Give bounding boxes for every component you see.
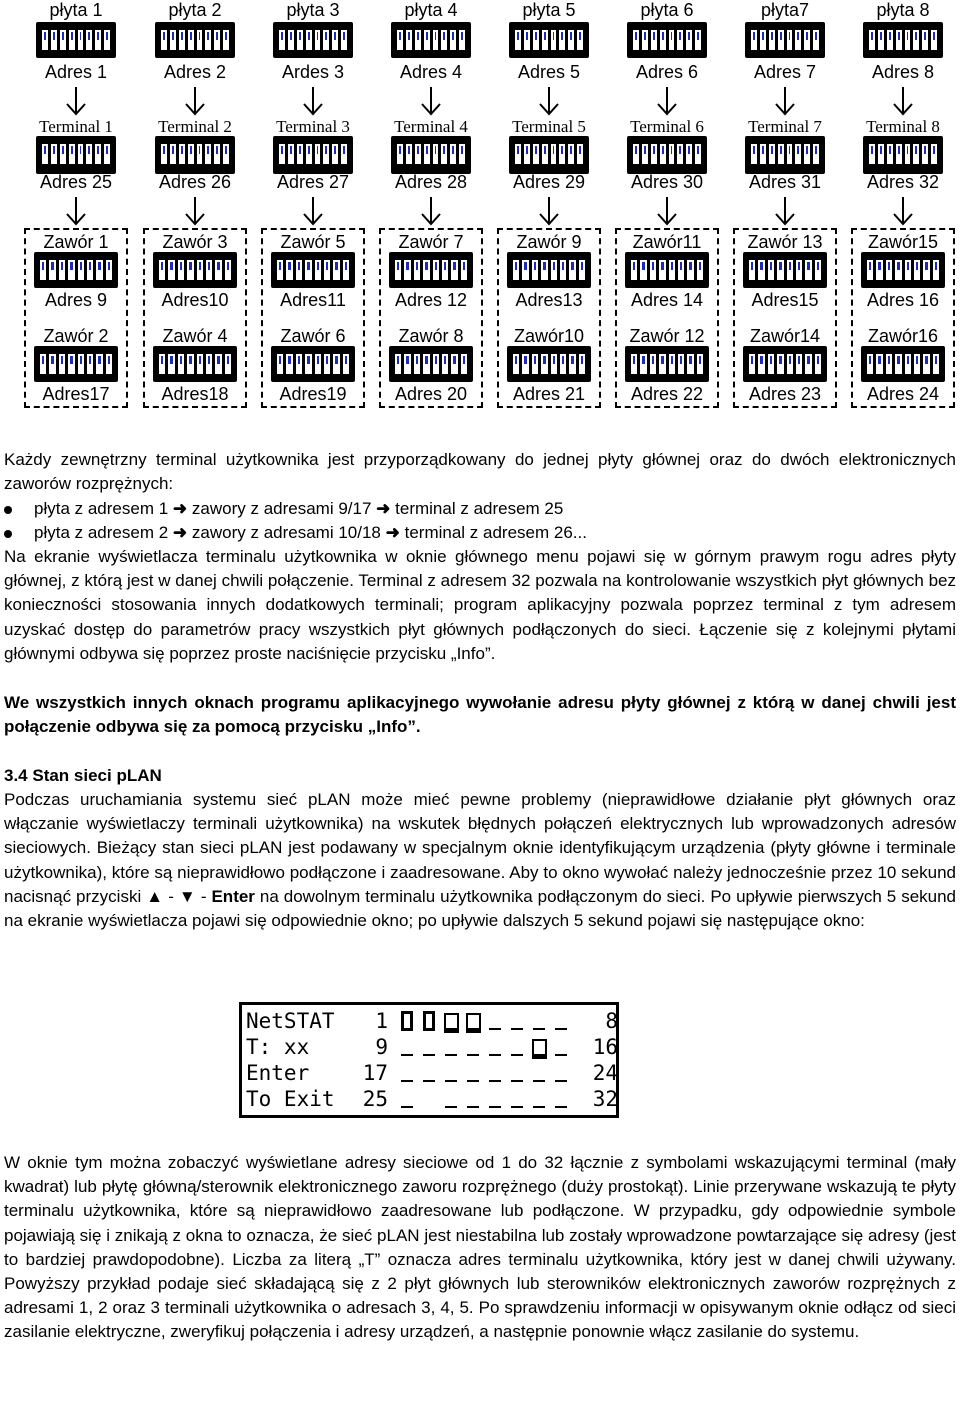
valve-device	[271, 346, 355, 382]
board-label: płyta 5	[522, 0, 576, 20]
dip-switch	[515, 144, 583, 164]
lcd-range-start: 25	[362, 1087, 388, 1111]
valve-device	[271, 252, 355, 288]
lcd-range-start: 17	[362, 1061, 388, 1085]
paragraph-plan-status: Podczas uruchamiania systemu sieć pLAN może mieć pewne problemy (nieprawidłowe działanie płyt głównych oraz włączanie wyświetlaczy terminali użytkownika) na wskutek błędnych połączeń elektrycznych lub wprowadzonych adresów sieciowych. Bieżący stan sieci pLAN jest podawany w specjalnym oknie identyfikującym urządzenia (płyty główne i terminale użytkownika), które są nieprawidłowo podłączone i zaadresowane. Aby to okno wywołać należy jednocześnie przez 10 sekund nacisnąć przyciski ▲ - ▼ - Enter na dowolnym terminalu użytkownika podłączonym do sieci. Po upływie pierwszych 5 sekund na ekranie wyświetlacza pojawi się odpowiednie okno; po upływie dalszych 5 sekund pojawi się następujące okno:	[4, 790, 957, 931]
dip-switch	[631, 260, 703, 280]
empty-address-dash	[508, 1009, 526, 1034]
empty-address-dash	[530, 1009, 548, 1034]
board-label: płyta 1	[49, 0, 103, 20]
main-board-symbol-icon	[420, 1009, 438, 1034]
lcd-range-end: 16	[592, 1035, 618, 1059]
terminal-label: Terminal 5	[512, 117, 586, 136]
main-board-device	[509, 22, 589, 58]
terminal-device	[155, 136, 235, 174]
dip-switch	[279, 30, 347, 50]
arrow-down-icon	[887, 196, 919, 226]
board-label: płyta 3	[286, 0, 340, 20]
board-address: Adres 5	[517, 62, 581, 82]
valve-group	[497, 228, 601, 408]
valve-label: Zawór 6	[280, 326, 346, 346]
dip-switch	[397, 30, 465, 50]
terminal-symbol-icon	[530, 1035, 548, 1060]
lcd-row-label: T: xx	[246, 1035, 310, 1059]
empty-address-dash	[530, 1061, 548, 1086]
arrow-right-icon: ➜	[385, 523, 400, 542]
empty-address-dash	[486, 1009, 504, 1034]
terminal-symbol-icon	[442, 1009, 460, 1034]
terminal-address: Adres 29	[512, 172, 586, 192]
valve-address: Adres 22	[630, 384, 704, 404]
dip-switch	[633, 30, 701, 50]
valve-label: Zawór 1	[43, 232, 109, 252]
arrow-down-icon	[415, 86, 447, 116]
valve-label: Zawór 9	[516, 232, 582, 252]
bold-note: We wszystkich innych oknach programu aplikacyjnego wywołanie adresu płyty głównej z którą w danej chwili jest połączenie odbywa się za pomocą przycisku „Info”.	[4, 693, 956, 737]
terminal-device	[863, 136, 943, 174]
main-board-device	[627, 22, 707, 58]
valve-label: Zawór14	[749, 326, 821, 346]
dip-switch	[40, 354, 112, 374]
valve-address: Adres 9	[44, 290, 108, 310]
valve-address: Adres10	[161, 290, 229, 310]
arrow-right-icon: ➜	[172, 499, 188, 518]
arrow-down-icon	[651, 196, 683, 226]
valve-address: Adres 21	[512, 384, 586, 404]
lcd-address-cells	[398, 1035, 578, 1060]
dip-switch	[277, 260, 349, 280]
dip-switch	[161, 144, 229, 164]
paragraph-info-button: Na ekranie wyświetlacza terminalu użytkownika w oknie głównego menu pojawi się w górnym prawym rogu adres płyty głównej, z którą jest w danej chwili połączenie. Terminal z adresem 32 pozwala na kontrolowanie wszystkich płyt głównych bez konieczności stosowania innych dodatkowych terminali; program aplikacyjny pozwala poprzez terminal z tym adresem uzyskać dostęp do parametrów pracy wszystkich płyt głównych podłączonych do sieci. Łączenie się z kolejnymi płytami głównymi odbywa się poprzez proste naciśnięcie przycisku „Info”.	[4, 547, 956, 663]
board-address: Adres 4	[399, 62, 463, 82]
lcd-row-label: To Exit	[246, 1087, 335, 1111]
dip-switch	[161, 30, 229, 50]
lcd-address-cells	[398, 1061, 578, 1086]
valve-group	[851, 228, 955, 408]
dip-switch	[869, 30, 937, 50]
valve-group	[261, 228, 365, 408]
empty-address-dash	[464, 1035, 482, 1060]
lcd-range-end: 8	[605, 1009, 618, 1033]
dip-switch	[631, 354, 703, 374]
board-label: płyta 2	[168, 0, 222, 20]
section-heading: 3.4 Stan sieci pLAN	[4, 766, 162, 785]
valve-group	[379, 228, 483, 408]
terminal-label: Terminal 3	[276, 117, 350, 136]
arrow-down-icon	[297, 86, 329, 116]
enter-key: Enter	[211, 886, 255, 906]
network-diagram	[0, 0, 960, 420]
lcd-range-end: 24	[592, 1061, 618, 1085]
valve-device	[153, 346, 237, 382]
valve-device	[861, 252, 945, 288]
valve-address: Adres 12	[394, 290, 468, 310]
empty-address-dash	[398, 1035, 416, 1060]
valve-address: Adres11	[280, 290, 346, 310]
valve-address: Adres19	[279, 384, 347, 404]
terminal-label: Terminal 2	[158, 117, 232, 136]
terminal-address: Adres 32	[866, 172, 940, 192]
empty-address-dash	[442, 1035, 460, 1060]
dip-switch	[159, 260, 231, 280]
board-address: Adres 1	[44, 62, 108, 82]
dip-switch	[751, 144, 819, 164]
valve-label: Zawór 12	[629, 326, 705, 346]
valve-device	[389, 252, 473, 288]
valve-address: Adres 20	[394, 384, 468, 404]
dip-switch	[749, 260, 821, 280]
lcd-range-end: 32	[592, 1087, 618, 1111]
empty-address-dash	[552, 1035, 570, 1060]
dip-switch	[513, 354, 585, 374]
arrow-down-key-icon: ▼	[178, 886, 196, 906]
valve-label: Zawór 13	[747, 232, 823, 252]
terminal-address: Adres 25	[39, 172, 113, 192]
dip-switch	[42, 30, 110, 50]
dip-switch	[395, 354, 467, 374]
arrow-down-icon	[179, 86, 211, 116]
empty-address-dash	[464, 1087, 482, 1112]
valve-label: Zawór 3	[162, 232, 228, 252]
arrow-right-icon: ➜	[376, 499, 391, 518]
diagram-column	[373, 0, 489, 420]
terminal-device	[36, 136, 116, 174]
valve-address: Adres 14	[630, 290, 704, 310]
bullet-dot-icon	[4, 506, 12, 514]
lcd-row-label: Enter	[246, 1061, 310, 1085]
valve-label: Zawór11	[632, 232, 702, 252]
board-address: Adres 7	[753, 62, 817, 82]
empty-address-dash	[420, 1035, 438, 1060]
dip-switch	[40, 260, 112, 280]
lcd-address-cells	[398, 1009, 578, 1034]
arrow-right-icon: ➜	[172, 523, 188, 542]
board-address: Ardes 3	[281, 62, 345, 82]
main-board-device	[273, 22, 353, 58]
empty-address-dash	[486, 1061, 504, 1086]
arrow-down-icon	[297, 196, 329, 226]
valve-device	[389, 346, 473, 382]
empty-address-dash	[552, 1061, 570, 1086]
main-board-device	[391, 22, 471, 58]
main-board-device	[36, 22, 116, 58]
terminal-label: Terminal 8	[866, 117, 940, 136]
main-board-symbol-icon	[398, 1009, 416, 1034]
terminal-address: Adres 28	[394, 172, 468, 192]
valve-device	[153, 252, 237, 288]
valve-address: Adres 24	[866, 384, 940, 404]
terminal-device	[745, 136, 825, 174]
board-label: płyta7	[760, 0, 810, 20]
dip-switch	[633, 144, 701, 164]
lcd-range-start: 9	[375, 1035, 388, 1059]
lcd-row	[246, 1061, 618, 1086]
empty-address-dash	[552, 1009, 570, 1034]
arrow-down-icon	[60, 86, 92, 116]
valve-device	[507, 252, 591, 288]
diagram-column	[18, 0, 134, 420]
empty-address-dash	[486, 1035, 504, 1060]
bullet-item-1: płyta z adresem 1 ➜ zawory z adresami 9/17 ➜ terminal z adresem 25	[4, 497, 563, 521]
arrow-down-icon	[769, 196, 801, 226]
valve-label: Zawór 5	[280, 232, 346, 252]
board-address: Adres 8	[871, 62, 935, 82]
valve-device	[507, 346, 591, 382]
empty-address-dash	[398, 1061, 416, 1086]
dip-switch	[867, 260, 939, 280]
valve-label: Zawór16	[867, 326, 939, 346]
blank-cell	[420, 1087, 438, 1112]
terminal-device	[273, 136, 353, 174]
terminal-device	[391, 136, 471, 174]
valve-group	[615, 228, 719, 408]
lcd-address-cells	[398, 1087, 578, 1112]
lcd-row	[246, 1009, 618, 1034]
dip-switch	[395, 260, 467, 280]
arrow-down-icon	[533, 86, 565, 116]
intro-paragraph: Każdy zewnętrzny terminal użytkownika jest przyporządkowany do jednej płyty głównej oraz do dwóch elektronicznych zaworów rozprężnych:	[4, 450, 956, 494]
valve-address: Adres17	[42, 384, 110, 404]
empty-address-dash	[530, 1087, 548, 1112]
empty-address-dash	[508, 1061, 526, 1086]
terminal-label: Terminal 7	[748, 117, 822, 136]
terminal-address: Adres 30	[630, 172, 704, 192]
valve-device	[861, 346, 945, 382]
valve-label: Zawór 2	[43, 326, 109, 346]
terminal-address: Adres 26	[158, 172, 232, 192]
arrow-down-icon	[651, 86, 683, 116]
empty-address-dash	[552, 1087, 570, 1112]
dip-switch	[279, 144, 347, 164]
arrow-down-icon	[769, 86, 801, 116]
bullet-item-2: płyta z adresem 2 ➜ zawory z adresami 10/18 ➜ terminal z adresem 26...	[4, 521, 587, 545]
arrow-down-icon	[415, 196, 447, 226]
empty-address-dash	[508, 1035, 526, 1060]
lcd-row-label: NetSTAT	[246, 1009, 335, 1033]
empty-address-dash	[508, 1087, 526, 1112]
lcd-row	[246, 1087, 618, 1112]
arrow-down-icon	[533, 196, 565, 226]
diagram-column	[491, 0, 607, 420]
valve-device	[625, 252, 709, 288]
main-board-device	[863, 22, 943, 58]
dip-switch	[513, 260, 585, 280]
terminal-label: Terminal 4	[394, 117, 468, 136]
diagram-column	[727, 0, 843, 420]
main-board-device	[155, 22, 235, 58]
terminal-label: Terminal 6	[630, 117, 704, 136]
dip-switch	[869, 144, 937, 164]
paragraph-lcd-description: W oknie tym można zobaczyć wyświetlane adresy sieciowe od 1 do 32 łącznie z symbolami wskazującymi terminal (mały kwadrat) lub płytę główną/sterownik elektronicznego zaworu rozprężnego (duży prostokąt). Linie przerywane wskazują te płyty terminalu użytkownika, które są nieprawidłowo zaadresowane lub podłączone. W przypadku, gdy odpowiednie symbole pojawiają się i znikają z okna to oznacza, że sieć pLAN jest niestabilna lub zostały wprowadzone powtarzające się adresy (jest to bardziej prawdopodobne). Liczba za literą „T” oznacza adres terminalu użytkownika, który jest w danej chwili używany. Powyższy przykład podaje sieć składającą się z 2 płyt głównych lub sterowników elektronicznych zaworów rozprężnych z adresami 1, 2 oraz 3 terminali użytkownika o adresach 3, 4, 5. Po sprawdzeniu informacji w opisywanym oknie odłącz od sieci zasilanie elektryczne, zweryfikuj połączenia i adresy urządzeń, a następnie ponownie włącz zasilanie do systemu.	[4, 1153, 956, 1342]
valve-address: Adres18	[161, 384, 229, 404]
empty-address-dash	[420, 1061, 438, 1086]
diagram-column	[609, 0, 725, 420]
empty-address-dash	[464, 1061, 482, 1086]
diagram-column	[845, 0, 960, 420]
lcd-range-start: 1	[375, 1009, 388, 1033]
valve-label: Zawór 8	[398, 326, 464, 346]
valve-group	[733, 228, 837, 408]
valve-device	[743, 346, 827, 382]
board-address: Adres 2	[163, 62, 227, 82]
terminal-label: Terminal 1	[39, 117, 113, 136]
arrow-up-key-icon: ▲	[146, 886, 164, 906]
dip-switch	[277, 354, 349, 374]
empty-address-dash	[486, 1087, 504, 1112]
valve-label: Zawór 4	[162, 326, 228, 346]
valve-address: Adres13	[515, 290, 583, 310]
board-label: płyta 8	[876, 0, 930, 20]
terminal-device	[627, 136, 707, 174]
terminal-symbol-icon	[464, 1009, 482, 1034]
lcd-row	[246, 1035, 618, 1060]
board-label: płyta 6	[640, 0, 694, 20]
valve-address: Adres15	[751, 290, 819, 310]
valve-device	[34, 346, 118, 382]
dip-switch	[749, 354, 821, 374]
valve-address: Adres 23	[748, 384, 822, 404]
valve-label: Zawór10	[513, 326, 585, 346]
empty-address-dash	[398, 1087, 416, 1112]
dip-switch	[867, 354, 939, 374]
valve-device	[743, 252, 827, 288]
terminal-address: Adres 27	[276, 172, 350, 192]
board-address: Adres 6	[635, 62, 699, 82]
arrow-down-icon	[60, 196, 92, 226]
dip-switch	[515, 30, 583, 50]
diagram-column	[137, 0, 253, 420]
arrow-down-icon	[179, 196, 211, 226]
dip-switch	[397, 144, 465, 164]
diagram-column	[255, 0, 371, 420]
dip-switch	[751, 30, 819, 50]
netstat-lcd-screen	[239, 1002, 619, 1118]
valve-device	[625, 346, 709, 382]
valve-group	[24, 228, 128, 408]
terminal-device	[509, 136, 589, 174]
dip-switch	[42, 144, 110, 164]
terminal-address: Adres 31	[748, 172, 822, 192]
valve-group	[143, 228, 247, 408]
valve-address: Adres 16	[866, 290, 940, 310]
arrow-down-icon	[887, 86, 919, 116]
main-board-device	[745, 22, 825, 58]
valve-device	[34, 252, 118, 288]
empty-address-dash	[442, 1061, 460, 1086]
valve-label: Zawór15	[867, 232, 939, 252]
dip-switch	[159, 354, 231, 374]
empty-address-dash	[442, 1087, 460, 1112]
board-label: płyta 4	[404, 0, 458, 20]
bullet-dot-icon	[4, 530, 12, 538]
valve-label: Zawór 7	[398, 232, 464, 252]
